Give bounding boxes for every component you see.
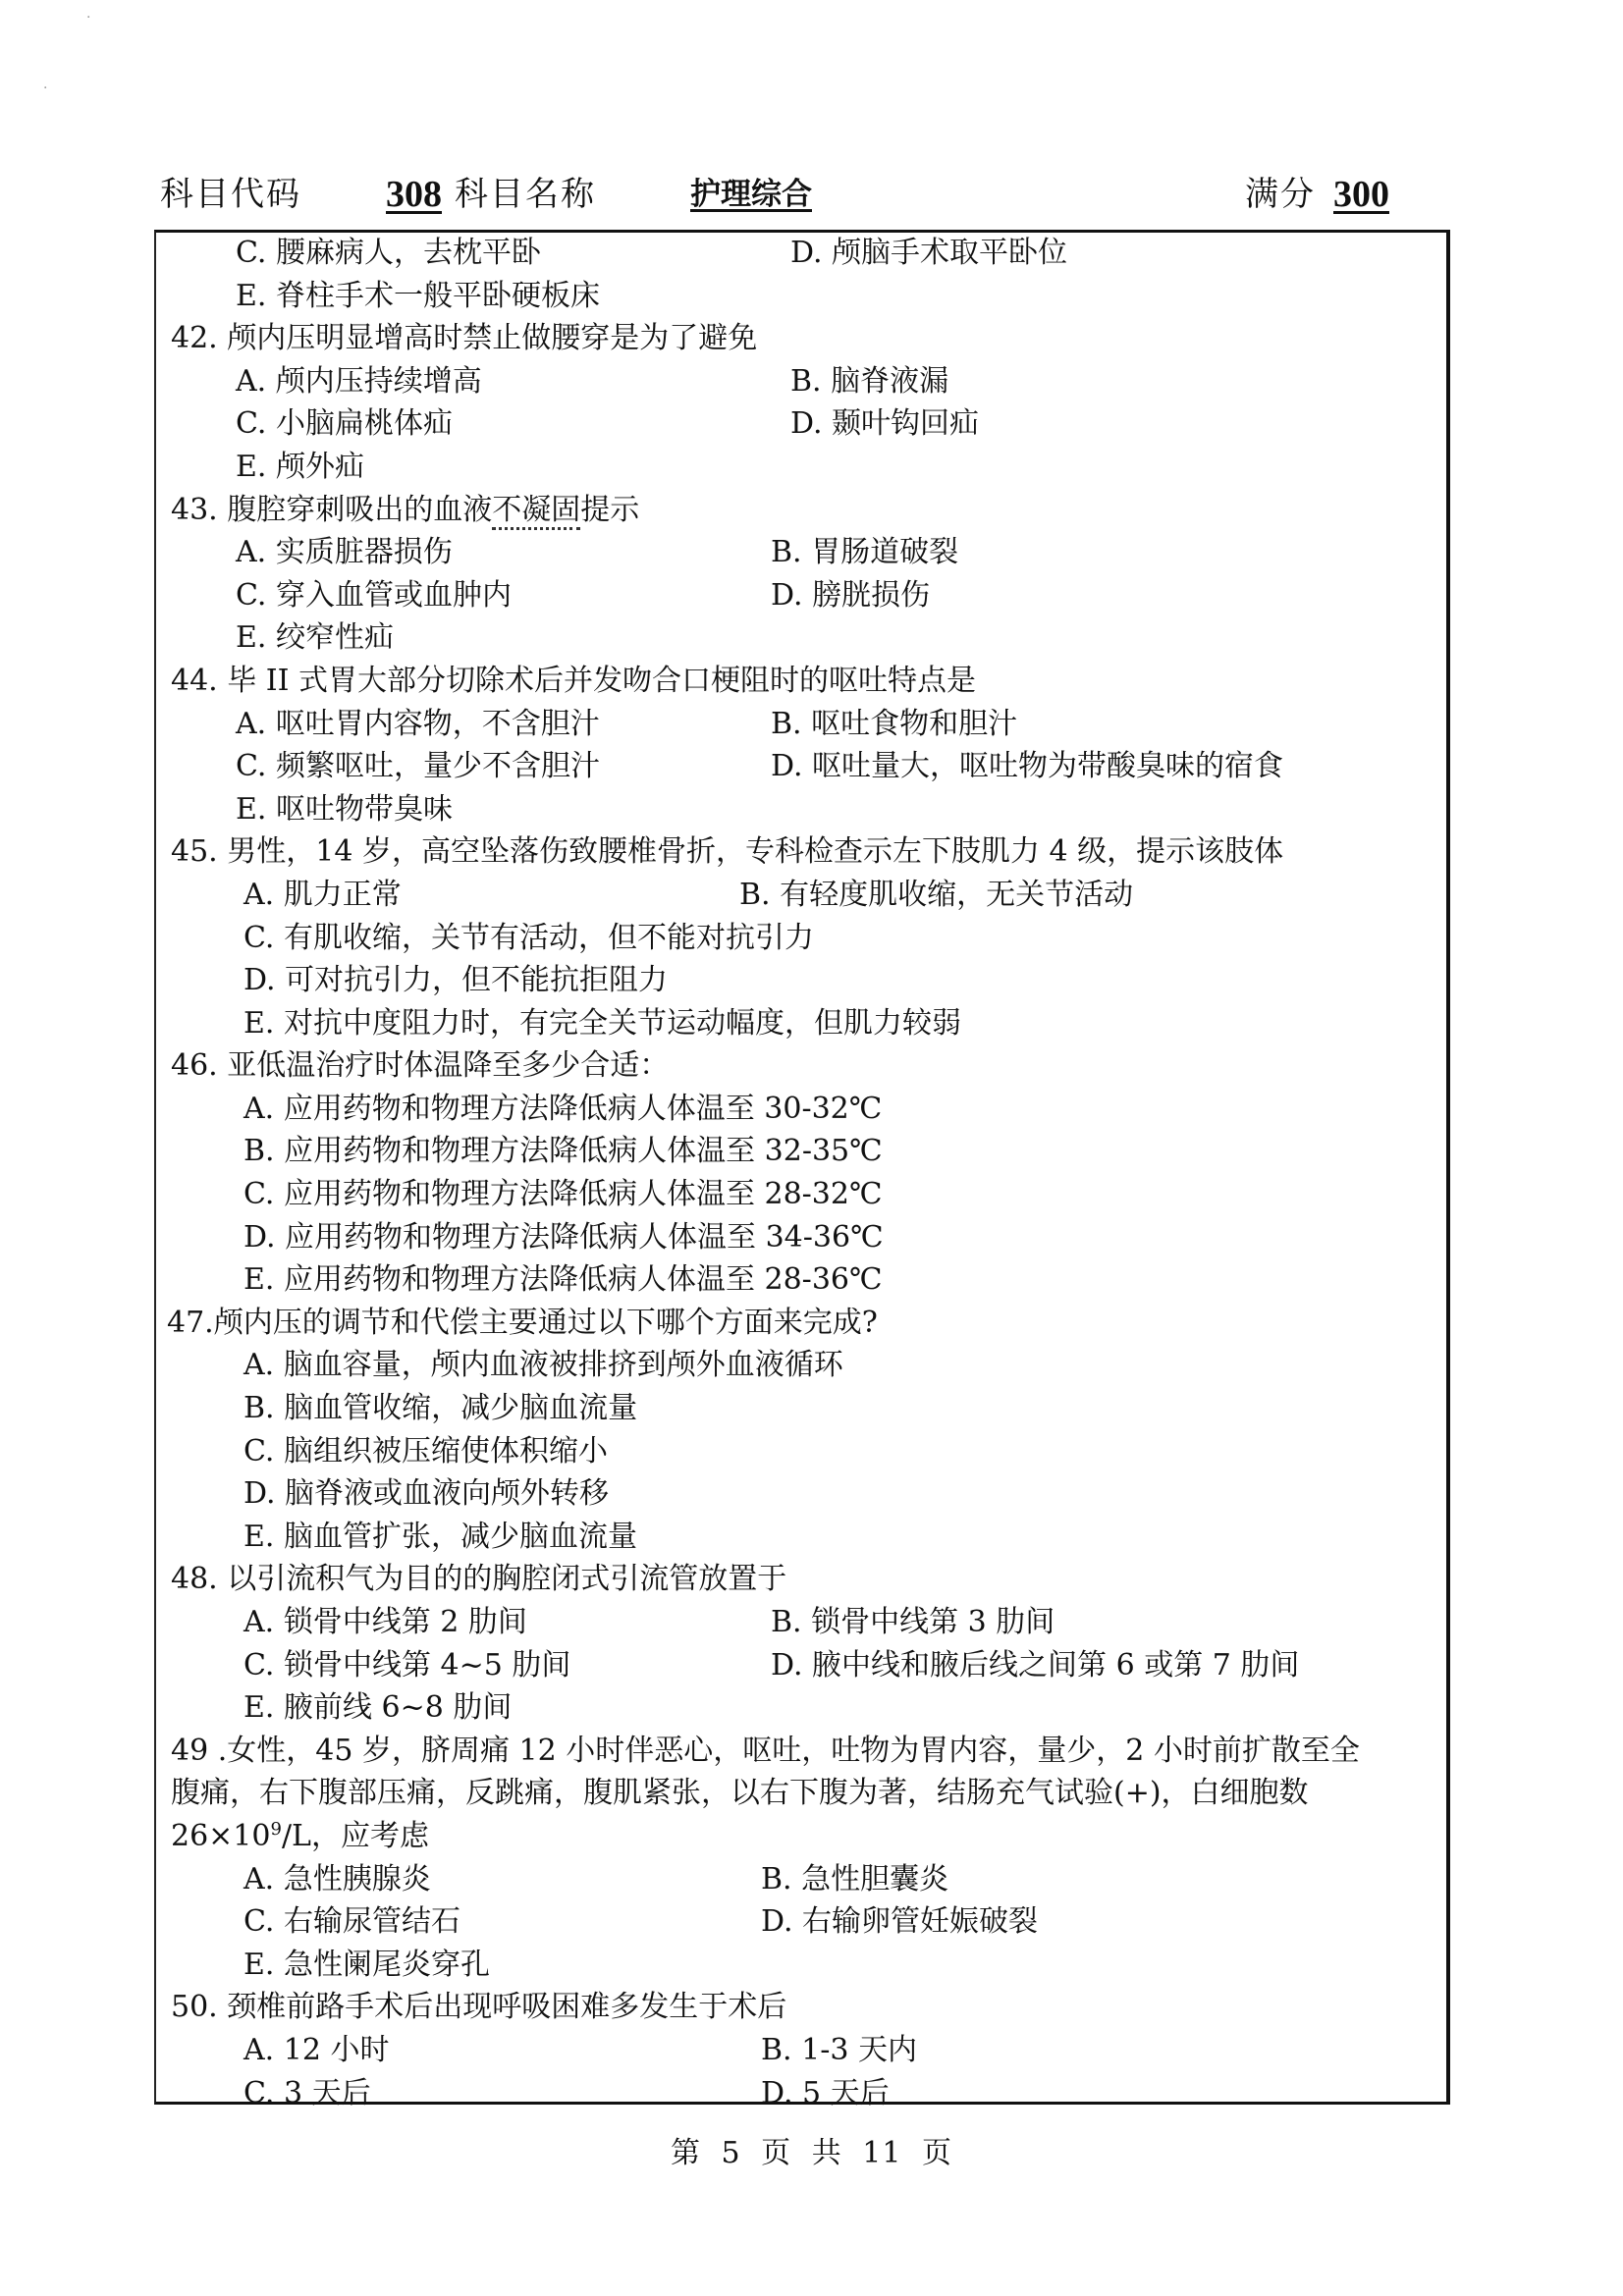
option-b: B. 脑血管收缩，减少脑血流量 bbox=[243, 1391, 638, 1426]
subject-name-label: 科目名称 bbox=[455, 175, 596, 214]
option-a: A. 12 小时 bbox=[243, 2032, 390, 2067]
option-row bbox=[157, 574, 1443, 617]
option-e: E. 急性阑尾炎穿孔 bbox=[243, 1947, 490, 1982]
option-row bbox=[157, 1430, 1443, 1473]
option-row bbox=[157, 616, 1443, 660]
subject-code: 308 bbox=[386, 174, 442, 215]
option-row bbox=[157, 1601, 1443, 1644]
question-48-stem: 48. 以引流积气为目的的胸腔闭式引流管放置于 bbox=[171, 1562, 787, 1597]
option-e: E. 应用药物和物理方法降低病人体温至 28-36℃ bbox=[243, 1262, 883, 1298]
question-44-stem: 44. 毕 II 式胃大部分切除术后并发吻合口梗阻时的呕吐特点是 bbox=[171, 663, 977, 698]
option-d: D. 颅脑手术取平卧位 bbox=[790, 236, 1068, 270]
option-c: C. 应用药物和物理方法降低病人体温至 28-32℃ bbox=[243, 1177, 883, 1212]
option-b: B. 脑脊液漏 bbox=[790, 363, 949, 399]
question-49-stem-cont: 腹痛，右下腹部压痛，反跳痛，腹肌紧张，以右下腹为著，结肠充气试验(+)，白细胞数 bbox=[171, 1776, 1309, 1811]
question-45-stem: 45. 男性，14 岁，高空坠落伤致腰椎骨折，专科检查示左下肢肌力 4 级，提示该肢体 bbox=[171, 834, 1284, 870]
option-e: E. 对抗中度阻力时，有完全关节运动幅度，但肌力较弱 bbox=[243, 1005, 961, 1041]
option-row bbox=[157, 1258, 1443, 1302]
option-row bbox=[157, 360, 1443, 403]
option-e: E. 绞窄性疝 bbox=[236, 620, 394, 656]
option-e: E. 脊柱手术一般平卧硬板床 bbox=[236, 278, 600, 313]
option-row bbox=[157, 1644, 1443, 1687]
option-d: D. 膀胱损伤 bbox=[771, 577, 931, 613]
option-c: C. 锁骨中线第 4~5 肋间 bbox=[243, 1647, 571, 1682]
option-row bbox=[157, 1344, 1443, 1387]
option-c: C. 有肌收缩，关节有活动，但不能对抗引力 bbox=[243, 920, 814, 955]
question-list bbox=[157, 232, 1443, 2114]
option-row bbox=[157, 1858, 1443, 1901]
option-c: C. 频繁呕吐，量少不含胆汁 bbox=[236, 749, 600, 784]
option-c: C. 腰麻病人，去枕平卧 bbox=[236, 236, 541, 270]
full-score: 300 bbox=[1333, 174, 1389, 215]
option-c: C. 小脑扁桃体疝 bbox=[236, 406, 453, 442]
option-c: C. 脑组织被压缩使体积缩小 bbox=[243, 1433, 608, 1468]
option-a: A. 实质脏器损伤 bbox=[236, 535, 453, 570]
option-d: D. 腋中线和腋后线之间第 6 或第 7 肋间 bbox=[771, 1647, 1300, 1682]
option-row bbox=[157, 788, 1443, 831]
option-row bbox=[157, 917, 1443, 960]
option-row bbox=[157, 874, 1443, 917]
option-row bbox=[157, 959, 1443, 1002]
option-row bbox=[157, 1900, 1443, 1944]
option-e: E. 呕吐物带臭味 bbox=[236, 791, 453, 827]
option-a: A. 呕吐胃内容物，不含胆汁 bbox=[236, 706, 600, 741]
option-row bbox=[157, 1944, 1443, 1987]
option-c: C. 右输尿管结石 bbox=[243, 1904, 460, 1940]
question-50-stem: 50. 颈椎前路手术后出现呼吸困难多发生于术后 bbox=[171, 1990, 787, 2025]
option-row bbox=[157, 275, 1443, 318]
option-e: E. 腋前线 6~8 肋间 bbox=[243, 1690, 513, 1726]
option-d: D. 呕吐量大，呕吐物为带酸臭味的宿食 bbox=[771, 749, 1284, 784]
scan-speck: · bbox=[43, 80, 48, 96]
option-row bbox=[157, 402, 1443, 446]
option-row bbox=[157, 2072, 1443, 2115]
option-b: B. 胃肠道破裂 bbox=[771, 535, 959, 570]
option-row bbox=[157, 2029, 1443, 2072]
question-49-stem-cont: $26\times 10^9/L$，应考虑 bbox=[171, 1818, 429, 1853]
option-b: B. 有轻度肌收缩，无关节活动 bbox=[739, 877, 1134, 912]
option-d: D. 应用药物和物理方法降低病人体温至 34-36℃ bbox=[243, 1219, 884, 1255]
option-row bbox=[157, 745, 1443, 788]
question-46-stem: 46. 亚低温治疗时体温降至多少合适： bbox=[171, 1048, 670, 1084]
option-b: B. 急性胆囊炎 bbox=[761, 1861, 949, 1896]
option-row bbox=[157, 1088, 1443, 1131]
option-row bbox=[157, 703, 1443, 746]
option-c: C. 3 天后 bbox=[243, 2075, 371, 2110]
option-d: D. 颞叶钩回疝 bbox=[790, 406, 980, 442]
option-row bbox=[157, 232, 1443, 275]
option-row bbox=[157, 1173, 1443, 1216]
option-b: B. 锁骨中线第 3 肋间 bbox=[771, 1605, 1055, 1639]
option-a: A. 脑血容量，颅内血液被排挤到颅外血液循环 bbox=[243, 1348, 843, 1383]
option-row bbox=[157, 446, 1443, 489]
scan-speck: · bbox=[86, 10, 91, 26]
option-b: B. 呕吐食物和胆汁 bbox=[771, 706, 1018, 741]
option-row bbox=[157, 531, 1443, 574]
option-a: A. 应用药物和物理方法降低病人体温至 30-32℃ bbox=[243, 1091, 883, 1126]
question-42-stem: 42. 颅内压明显增高时禁止做腰穿是为了避免 bbox=[171, 321, 758, 356]
question-47-stem: 47.颅内压的调节和代偿主要通过以下哪个方面来完成? bbox=[167, 1305, 878, 1340]
question-43-stem: 43. 腹腔穿刺吸出的血液不凝固提示 bbox=[157, 489, 1443, 532]
subject-name: 护理综合 bbox=[690, 177, 812, 212]
option-a: A. 颅内压持续增高 bbox=[236, 363, 482, 399]
option-a: A. 肌力正常 bbox=[243, 877, 402, 912]
option-e: E. 颅外疝 bbox=[236, 449, 364, 484]
option-c: C. 穿入血管或血肿内 bbox=[236, 577, 512, 613]
option-b: B. 1-3 天内 bbox=[761, 2032, 917, 2067]
option-d: D. 脑脊液或血液向颅外转移 bbox=[243, 1476, 610, 1512]
emphasis-dotted: 不凝固 bbox=[492, 493, 580, 530]
option-d: D. 右输卵管妊娠破裂 bbox=[761, 1904, 1039, 1940]
option-row bbox=[157, 1516, 1443, 1559]
option-row bbox=[157, 1472, 1443, 1516]
option-d: D. 可对抗引力，但不能抗拒阻力 bbox=[243, 963, 669, 998]
exam-header bbox=[160, 165, 1387, 224]
subject-code-label: 科目代码 bbox=[160, 175, 301, 214]
page-number: 第 5 页 共 11 页 bbox=[671, 2136, 952, 2170]
option-d: D. 5 天后 bbox=[761, 2075, 890, 2110]
option-e: E. 脑血管扩张，减少脑血流量 bbox=[243, 1519, 637, 1554]
option-row bbox=[157, 1216, 1443, 1259]
option-a: A. 锁骨中线第 2 肋间 bbox=[243, 1605, 527, 1639]
option-a: A. 急性胰腺炎 bbox=[243, 1861, 431, 1896]
question-49-stem: 49 .女性，45 岁，脐周痛 12 小时伴恶心，呕吐，吐物为胃内容，量少，2 小时前扩散至全 bbox=[171, 1733, 1360, 1768]
option-row bbox=[157, 1686, 1443, 1730]
option-b: B. 应用药物和物理方法降低病人体温至 32-35℃ bbox=[243, 1134, 883, 1169]
option-row bbox=[157, 1387, 1443, 1430]
option-row bbox=[157, 1130, 1443, 1173]
option-row bbox=[157, 1002, 1443, 1045]
full-score-label: 满分 bbox=[1245, 175, 1316, 214]
